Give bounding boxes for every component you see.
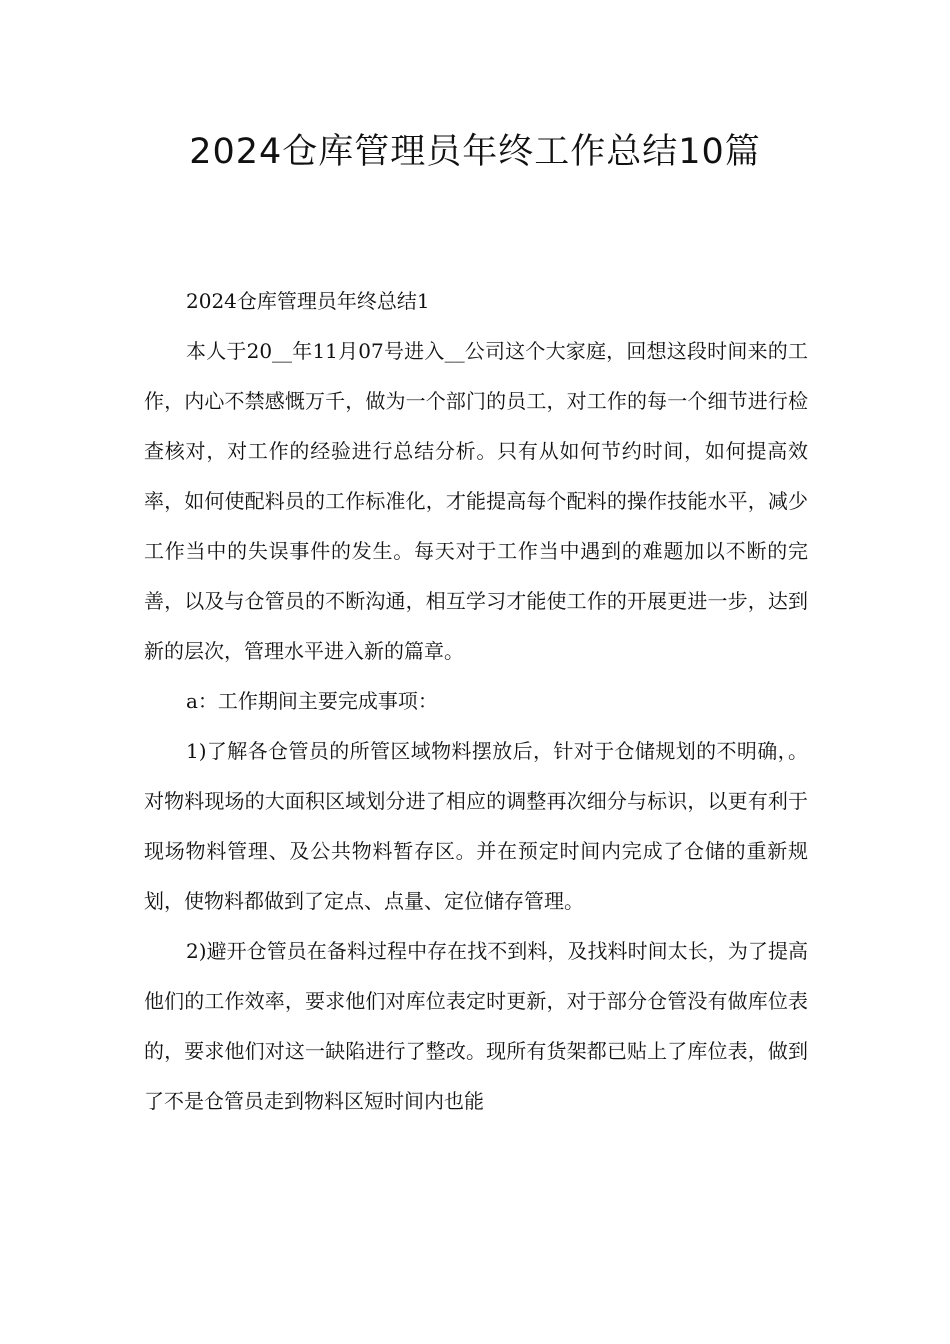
paragraph-item-2: 2)避开仓管员在备料过程中存在找不到料，及找料时间太长，为了提高他们的工作效率，要求他们对库位表定时更新，对于部分仓管没有做库位表的，要求他们对这一缺陷进行了整改。现所有货架都已贴上了库位表，做到了不是仓管员走到物料区短时间内也能 (144, 939, 808, 1113)
paragraph-tasks-heading: a：工作期间主要完成事项： (186, 689, 438, 713)
document-title: 2024仓库管理员年终工作总结10篇 (189, 132, 761, 172)
section-heading: 2024仓库管理员年终总结1 (186, 289, 430, 313)
paragraph-intro: 本人于20__年11月07号进入__公司这个大家庭，回想这段时间来的工作，内心不禁感慨万千，做为一个部门的员工，对工作的每一个细节进行检查核对，对工作的经验进行总结分析。只有从如何节约时间，如何提高效率，如何使配料员的工作标准化，才能提高每个配料的操作技能水平，减少工作当中的失误事件的发生。每天对于工作当中遇到的难题加以不断的完善，以及与仓管员的不断沟通，相互学习才能使工作的开展更进一步，达到新的层次，管理水平进入新的篇章。 (144, 339, 808, 663)
document-body (144, 276, 808, 1126)
paragraph-item-1: 1)了解各仓管员的所管区域物料摆放后，针对于仓储规划的不明确，。对物料现场的大面积区域划分进了相应的调整再次细分与标识，以更有利于现场物料管理、及公共物料暂存区。并在预定时间内完成了仓储的重新规划，使物料都做到了定点、点量、定位储存管理。 (144, 739, 808, 913)
